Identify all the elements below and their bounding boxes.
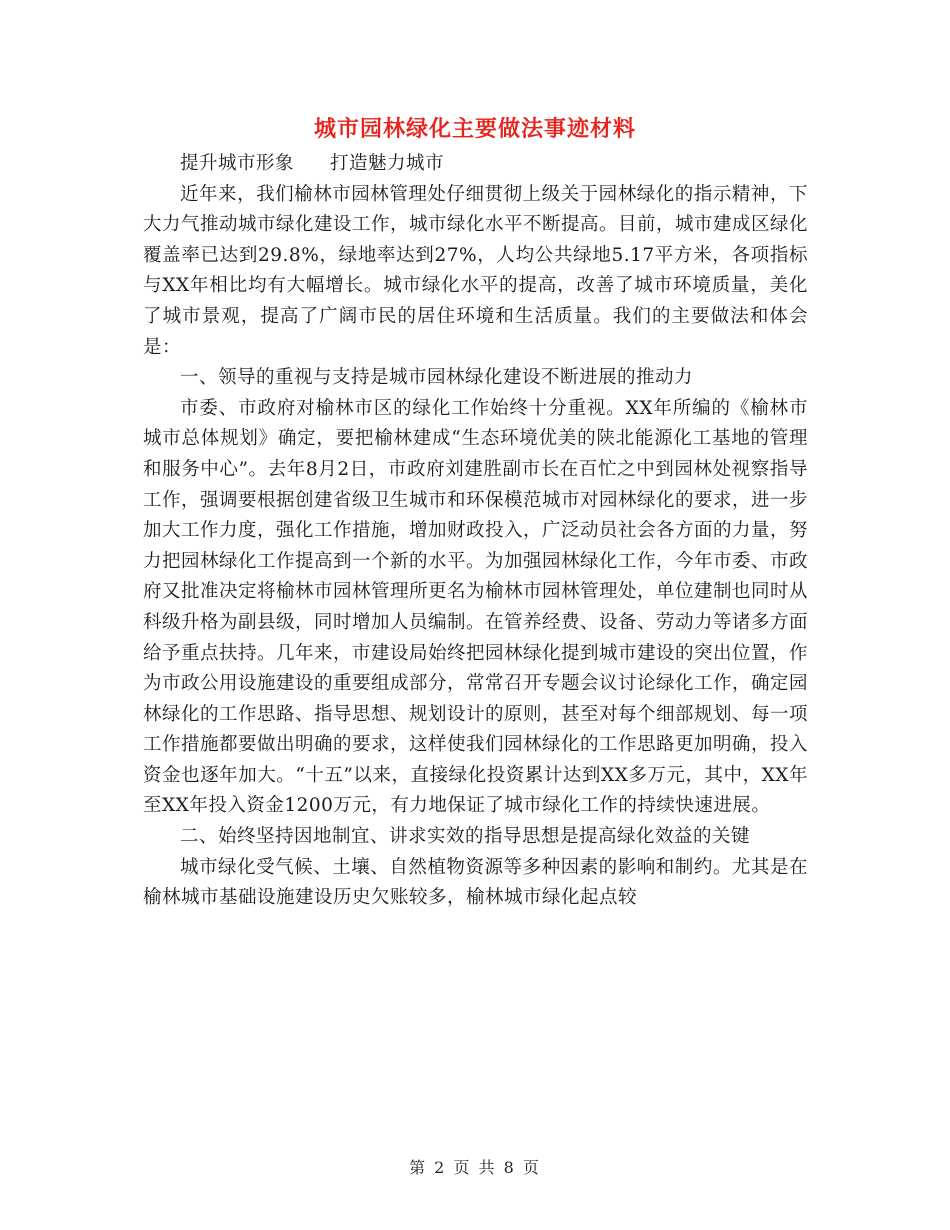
section-heading: 一、领导的重视与支持是城市园林绿化建设不断进展的推动力 bbox=[180, 367, 694, 389]
section-heading: 二、始终坚持因地制宜、讲求实效的指导思想是提高绿化效益的关键 bbox=[180, 826, 751, 848]
paragraph: 近年来，我们榆林市园林管理处仔细贯彻上级关于园林绿化的指示精神，下大力气推动城市绿化建设工作，城市绿化水平不断提高。目前，城市建成区绿化覆盖率已达到29.8%，绿地率达到27%，人均公共绿地5.17平方米，各项指标与XX年相比均有大幅增长。城市绿化水平的提高，改善了城市环境质量，美化了城市景观，提高了广阔市民的居住环境和生活质量。我们的主要做法和体会是： bbox=[143, 183, 809, 358]
subtitle-part-1: 提升城市形象 bbox=[180, 153, 295, 174]
page-number-footer: 第 2 页 共 8 页 bbox=[409, 1158, 541, 1177]
paragraph: 城市绿化受气候、土壤、自然植物资源等多种因素的影响和制约。尤其是在榆林城市基础设施建设历史欠账较多，榆林城市绿化起点较 bbox=[143, 856, 808, 909]
document-title: 城市园林绿化主要做法事迹材料 bbox=[313, 116, 636, 142]
subtitle-part-2: 打造魅力城市 bbox=[330, 153, 445, 174]
document-body bbox=[143, 149, 808, 914]
paragraph: 市委、市政府对榆林市区的绿化工作始终十分重视。XX年所编的《榆林市城市总体规划》确定，要把榆林建成“生态环境优美的陕北能源化工基地的管理和服务中心”。去年8月2日，市政府刘建胜副市长在百忙之中到园林处视察指导工作，强调要根据创建省级卫生城市和环保模范城市对园林绿化的要求，进一步加大工作力度，强化工作措施，增加财政投入，广泛动员社会各方面的力量，努力把园林绿化工作提高到一个新的水平。为加强园林绿化工作，今年市委、市政府又批准决定将榆林市园林管理所更名为榆林市园林管理处，单位建制也同时从科级升格为副县级，同时增加人员编制。在管养经费、设备、劳动力等诸多方面给予重点扶持。几年来，市建设局始终把园林绿化提到城市建设的突出位置，作为市政公用设施建设的重要组成部分，常常召开专题会议讨论绿化工作，确定园林绿化的工作思路、指导思想、规划设计的原则，甚至对每个细部规划、每一项工作措施都要做出明确的要求，这样使我们园林绿化的工作思路更加明确，投入资金也逐年加大。“十五”以来，直接绿化投资累计达到XX多万元，其中，XX年至XX年投入资金1200万元，有力地保证了城市绿化工作的持续快速进展。 bbox=[143, 397, 809, 817]
subtitle-line bbox=[143, 149, 808, 180]
